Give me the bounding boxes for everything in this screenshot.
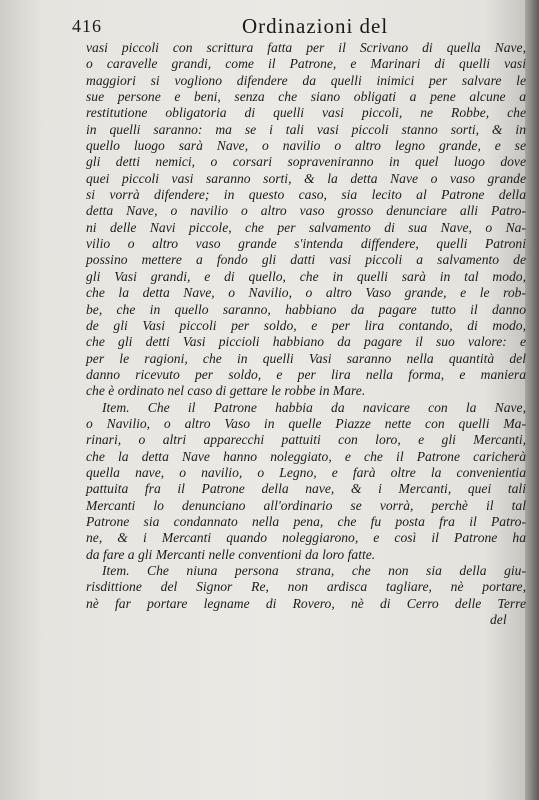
text-line: gli detti nemici, o corsari sopraveniranno in quel luogo dove — [86, 154, 526, 170]
text-line: de gli Vasi piccoli per soldo, e per lira contando, di modo, — [86, 317, 526, 333]
page-gutter-shadow — [525, 0, 539, 800]
text-line: restitutione obligatoria di quelli vasi piccoli, ne Robbe, che — [86, 105, 526, 121]
catchword: del — [490, 612, 507, 627]
running-title: Ordinazioni del — [242, 14, 389, 38]
text-line: nè far portare legname di Rovero, nè di Cerro delle Terre — [86, 595, 526, 611]
text-line: gli Vasi grandi, e di quello, che in quelli sarà in tal modo, — [86, 268, 526, 284]
text-line: quei piccoli vasi saranno sorti, & la detta Nave o vaso grande — [86, 170, 526, 186]
text-line: detta Nave, o navilio o altro vaso grosso denunciare alli Patro- — [86, 203, 526, 219]
text-line: Item. Che il Patrone habbia da navicare con la Nave, — [102, 399, 526, 415]
text-line: maggiori si vogliono difendere da quelli inimici per salvare le — [86, 72, 526, 88]
text-line: quello luogo sarà Nave, o navilio o altro legno grande, e se — [86, 138, 526, 154]
text-line: quella nave, o navilio, o Legno, e farà oltre la convenientia — [86, 464, 526, 480]
text-line: Item. Che niuna persona strana, che non sia della giu- — [102, 563, 526, 578]
text-line: da fare a gli Mercanti nelle conventioni da loro fatte. — [86, 546, 376, 562]
body-text — [86, 40, 526, 612]
text-line: Patrone sia condannato nella pena, che fu posta fra il Patro- — [86, 513, 526, 529]
text-line: sue persone e beni, senza che siano obligati a pene alcune a — [86, 89, 526, 105]
text-line: ni delle Navi piccole, che per salvamento di sua Nave, o Na- — [86, 219, 526, 235]
text-line: si vorrà difendere; in questo caso, sia lecito al Patrone della — [86, 187, 526, 203]
text-line: vilio o altro vaso grande s'intenda diffendere, quelli Patroni — [86, 236, 526, 252]
text-line: in quelli saranno: ma se i tali vasi piccoli stanno sorti, & in — [86, 121, 526, 137]
text-line: be, che in quello saranno, habbiano da pagare tutto il danno — [86, 301, 526, 317]
text-line: vasi piccoli con scrittura fatta per il Scrivano di quella Nave, — [86, 40, 526, 55]
text-line: per le ragioni, che in quelli Vasi saranno nella quantità del — [86, 350, 526, 366]
text-line: danno ricevuto per soldo, e per lira nella forma, e maniera — [86, 366, 526, 382]
text-line: ne, & i Mercanti quando noleggiarono, e così il Patrone ha — [86, 530, 526, 546]
text-line: o Navilio, o altro Vaso in quelle Piazze nette con quelli Ma- — [86, 415, 526, 431]
text-line: Mercanti lo denunciano all'ordinario se vorrà, perchè il tal — [86, 497, 526, 513]
text-line: o caravelle grandi, come il Patrone, e Marinari di quelli vasi — [86, 56, 526, 72]
text-line: rinari, o altri apparecchi pattuiti con loro, e gli Mercanti, — [86, 432, 526, 448]
text-line: possino mettere a fondo gli datti vasi piccoli a salvamento de — [86, 252, 526, 268]
text-line: che la detta Nave, o Navilio, o altro Vaso grande, e le rob- — [86, 285, 526, 301]
page-number: 416 — [72, 16, 102, 36]
text-line: che è ordinato nel caso di gettare le robbe in Mare. — [86, 383, 366, 399]
text-line: che gli detti Vasi piccioli habbiano da pagare il suo valore: e — [86, 334, 526, 350]
text-line: risdittione del Signor Re, non ardisca tagliare, nè portare, — [86, 579, 526, 595]
text-line: che la detta Nave hanno noleggiato, e che il Patrone caricherà — [86, 448, 526, 464]
text-line: pattuita fra il Patrone della nave, & i Mercanti, quei tali — [86, 481, 526, 497]
page-header — [72, 14, 512, 40]
